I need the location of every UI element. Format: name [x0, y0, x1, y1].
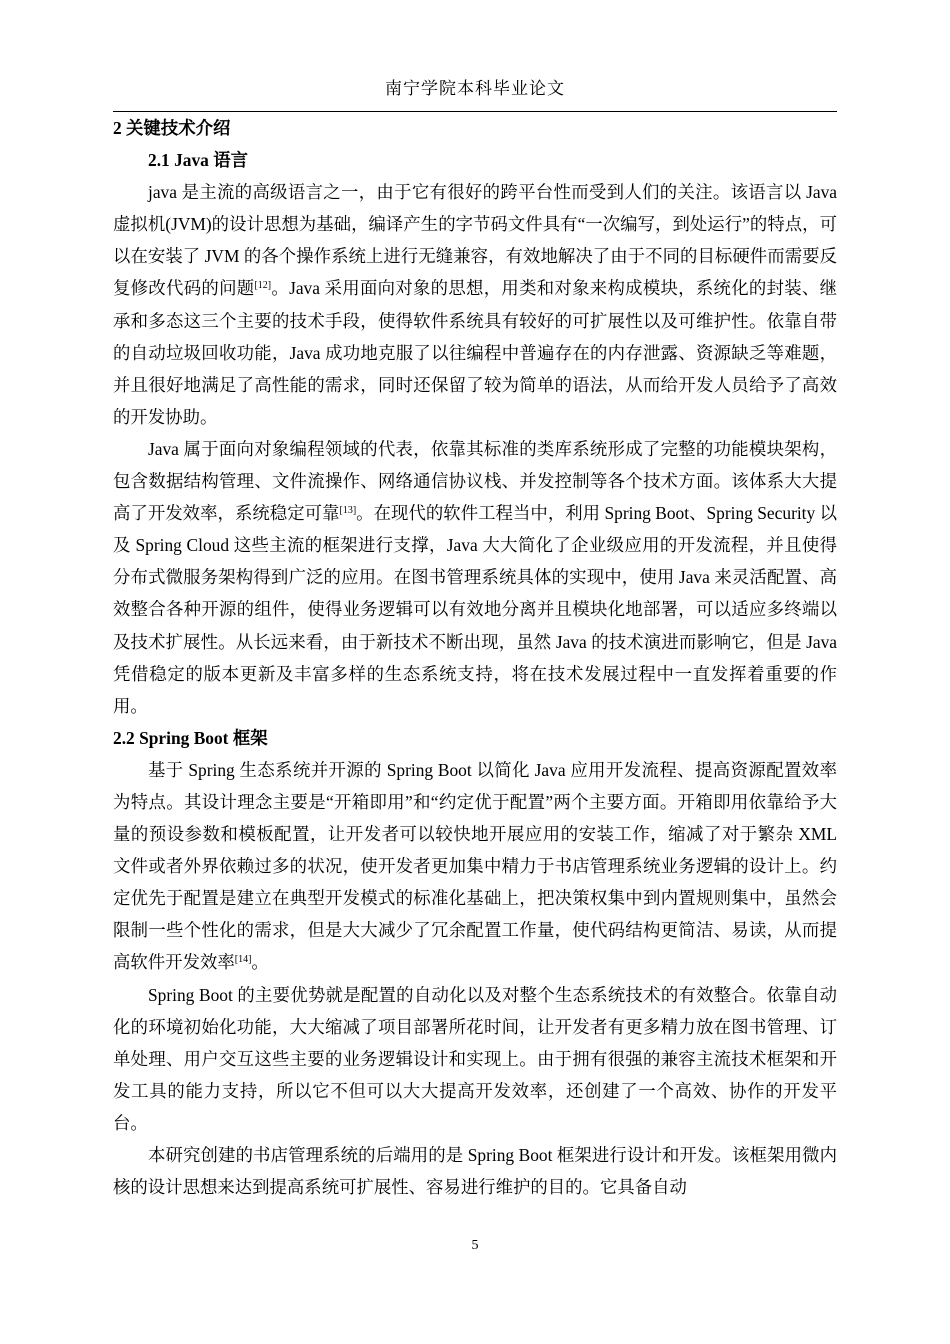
- paragraph-text: 。Java 采用面向对象的思想，用类和对象来构成模块，系统化的封装、继承和多态这三个主要的技术手段，使得软件系统具有较好的可扩展性以及可维护性。依靠自带的自动垃圾回收功能，Java 成功地克服了以往编程中普遍存在的内存泄露、资源缺乏等难题，并且很好地满足了高性能的需求，同时还保留了较为简单的语法，从而给开发人员给予了高效的开发协助。: [113, 278, 837, 427]
- citation-ref: [12]: [254, 280, 272, 292]
- document-body: [113, 112, 837, 1203]
- citation-ref: [13]: [339, 505, 357, 517]
- paragraph-java-intro: [113, 176, 837, 433]
- page-header-title: 南宁学院本科毕业论文: [385, 79, 565, 98]
- paragraph-text: 。在现代的软件工程当中，利用 Spring Boot、Spring Security 以及 Spring Cloud 这些主流的框架进行支撑，Java 大大简化了企业级应用的开发流程，并且使得分布式微服务架构得到广泛的应用。在图书管理系统具体的实现中，使用 Java 来灵活配置、高效整合各种开源的组件，使得业务逻辑可以有效地分离并且模块化地部署，可以适应多终端以及技术扩展性。从长远来看，由于新技术不断出现，虽然 Java 的技术演进而影响它，但是 Java 凭借稳定的版本更新及丰富多样的生态系统支持，将在技术发展过程中一直发挥着重要的作用。: [113, 503, 837, 716]
- citation-ref: [14]: [234, 954, 252, 966]
- paragraph-text: java 是主流的高级语言之一，由于它有很好的跨平台性而受到人们的关注。该语言以 Java 虚拟机(JVM)的设计思想为基础，编译产生的字节码文件具有“一次编写，到处运行”的特点，可以在安装了 JVM 的各个操作系统上进行无缝兼容，有效地解决了由于不同的目标硬件而需要反复修改代码的问题: [113, 182, 837, 299]
- subsection-heading-2-1: 2.1 Java 语言: [148, 150, 248, 171]
- paragraph-springboot-usage: 本研究创建的书店管理系统的后端用的是 Spring Boot 框架进行设计和开发。该框架用微内核的设计思想来达到提高系统可扩展性、容易进行维护的目的。它具备自动: [113, 1145, 837, 1198]
- paragraph-java-oop: [113, 433, 837, 722]
- paragraph-springboot-intro: [113, 754, 837, 979]
- paragraph-springboot-advantages: Spring Boot 的主要优势就是配置的自动化以及对整个生态系统技术的有效整合。依靠自动化的环境初始化功能，大大缩减了项目部署所花时间，让开发者有更多精力放在图书管理、订单处理、用户交互这些主要的业务逻辑设计和实现上。由于拥有很强的兼容主流技术框架和开发工具的能力支持，所以它不但可以大大提高开发效率，还创建了一个高效、协作的开发平台。: [113, 984, 837, 1133]
- page-number: 5: [471, 1238, 479, 1253]
- section-heading: 2 关键技术介绍: [113, 118, 231, 138]
- paragraph-text: 基于 Spring 生态系统并开源的 Spring Boot 以简化 Java 应用开发流程、提高资源配置效率为特点。其设计理念主要是“开箱即用”和“约定优于配置”两个主要方面。开箱即用依靠给予大量的预设参数和模板配置，让开发者可以较快地开展应用的安装工作，缩减了对于繁杂 XML 文件或者外界依赖过多的状况，使开发者更加集中精力于书店管理系统业务逻辑的设计上。约定优先于配置是建立在典型开发模式的标准化基础上，把决策权集中到内置规则集中，虽然会限制一些个性化的需求，但是大大减少了冗余配置工作量，使代码结构更简洁、易读，从而提高软件开发效率: [113, 759, 837, 973]
- paragraph-text: 。: [251, 952, 269, 973]
- subsection-heading-2-2: 2.2 Spring Boot 框架: [113, 727, 268, 748]
- paragraph-text: Java 属于面向对象编程领域的代表，依靠其标准的类库系统形成了完整的功能模块架构，包含数据结构管理、文件流操作、网络通信协议栈、并发控制等各个技术方面。该体系大大提高了开发效率，系统稳定可靠: [113, 438, 837, 524]
